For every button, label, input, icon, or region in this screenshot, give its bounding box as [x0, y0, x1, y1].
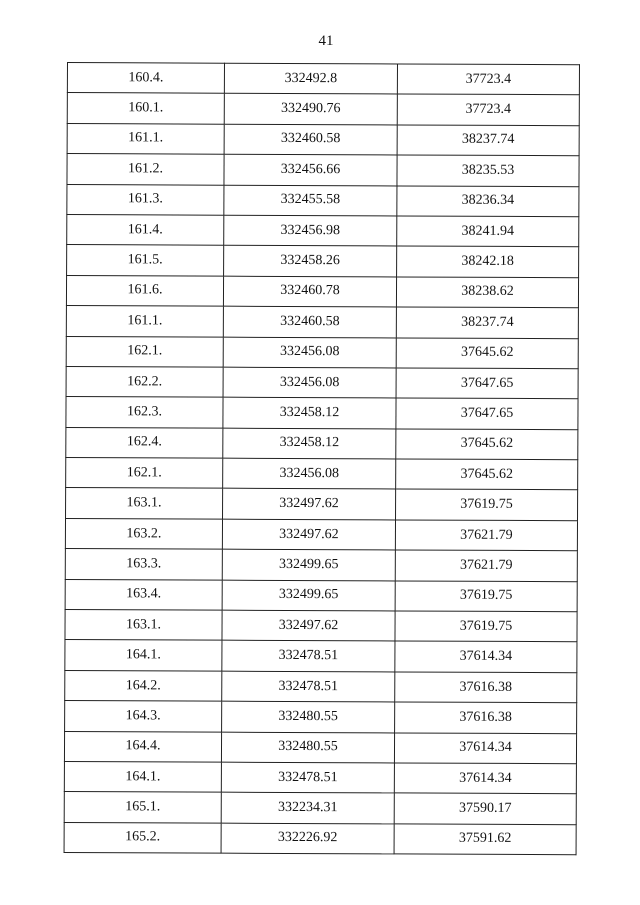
x-coordinate-cell: 332499.65 — [222, 580, 395, 611]
x-coordinate-cell: 332456.66 — [224, 154, 397, 185]
table-row — [65, 579, 577, 612]
y-coordinate-cell: 38237.74 — [396, 307, 578, 338]
point-number-cell: 165.2. — [64, 822, 221, 853]
point-number-cell: 162.3. — [66, 397, 223, 428]
y-coordinate-cell: 37645.62 — [396, 337, 578, 368]
y-coordinate-cell: 37619.75 — [395, 581, 577, 612]
x-coordinate-cell: 332456.08 — [223, 458, 396, 489]
table-row — [67, 93, 579, 126]
table-row — [64, 761, 576, 794]
table-row — [67, 245, 579, 278]
y-coordinate-cell: 37614.34 — [394, 733, 576, 764]
table-row — [67, 154, 579, 187]
point-number-cell: 161.1. — [67, 123, 224, 154]
y-coordinate-cell: 38242.18 — [397, 246, 579, 277]
y-coordinate-cell: 37619.75 — [396, 489, 578, 520]
x-coordinate-cell: 332226.92 — [221, 823, 394, 854]
y-coordinate-cell: 37621.79 — [395, 550, 577, 581]
x-coordinate-cell: 332497.62 — [223, 489, 396, 520]
x-coordinate-cell: 332455.58 — [224, 185, 397, 216]
table-row — [66, 275, 578, 308]
table-row — [65, 518, 577, 551]
y-coordinate-cell: 37619.75 — [395, 611, 577, 642]
x-coordinate-cell: 332460.58 — [223, 306, 396, 337]
point-number-cell: 165.1. — [64, 792, 221, 823]
x-coordinate-cell: 332456.98 — [224, 215, 397, 246]
point-number-cell: 164.1. — [64, 761, 221, 792]
point-number-cell: 161.6. — [66, 275, 223, 306]
point-number-cell: 161.3. — [67, 184, 224, 215]
x-coordinate-cell: 332490.76 — [224, 94, 397, 125]
point-number-cell: 164.1. — [65, 640, 222, 671]
point-number-cell: 162.1. — [66, 336, 223, 367]
x-coordinate-cell: 332480.55 — [222, 701, 395, 732]
x-coordinate-cell: 332458.12 — [223, 397, 396, 428]
table-body — [64, 63, 579, 855]
y-coordinate-cell: 37723.4 — [397, 64, 579, 95]
point-number-cell: 163.1. — [66, 488, 223, 519]
table-row — [65, 640, 577, 673]
y-coordinate-cell: 38235.53 — [397, 155, 579, 186]
x-coordinate-cell: 332456.08 — [223, 337, 396, 368]
table-row — [67, 214, 579, 247]
point-number-cell: 163.4. — [65, 579, 222, 610]
x-coordinate-cell: 332456.08 — [223, 367, 396, 398]
point-number-cell: 161.2. — [67, 154, 224, 185]
y-coordinate-cell: 37723.4 — [397, 94, 579, 125]
table-row — [66, 397, 578, 430]
table-row — [67, 184, 579, 217]
y-coordinate-cell: 37621.79 — [395, 520, 577, 551]
coordinates-table — [64, 62, 580, 855]
table-row — [64, 731, 576, 764]
table-row — [66, 458, 578, 491]
x-coordinate-cell: 332460.78 — [223, 276, 396, 307]
x-coordinate-cell: 332497.62 — [222, 610, 395, 641]
table-row — [65, 701, 577, 734]
table-row — [66, 488, 578, 521]
y-coordinate-cell: 37614.34 — [394, 763, 576, 794]
y-coordinate-cell: 37647.65 — [396, 398, 578, 429]
table-row — [66, 366, 578, 399]
table-row — [67, 123, 579, 156]
y-coordinate-cell: 37616.38 — [395, 672, 577, 703]
x-coordinate-cell: 332458.26 — [224, 246, 397, 277]
x-coordinate-cell: 332478.51 — [222, 671, 395, 702]
x-coordinate-cell: 332460.58 — [224, 124, 397, 155]
y-coordinate-cell: 38236.34 — [397, 186, 579, 217]
y-coordinate-cell: 37616.38 — [395, 702, 577, 733]
point-number-cell: 161.4. — [67, 214, 224, 245]
table-row — [66, 336, 578, 369]
point-number-cell: 162.4. — [66, 427, 223, 458]
y-coordinate-cell: 38241.94 — [397, 216, 579, 247]
y-coordinate-cell: 38237.74 — [397, 125, 579, 156]
x-coordinate-cell: 332478.51 — [222, 641, 395, 672]
y-coordinate-cell: 37645.62 — [396, 459, 578, 490]
table-row — [65, 549, 577, 582]
point-number-cell: 161.1. — [66, 306, 223, 337]
x-coordinate-cell: 332480.55 — [221, 732, 394, 763]
y-coordinate-cell: 37590.17 — [394, 793, 576, 824]
table-row — [66, 427, 578, 460]
point-number-cell: 162.1. — [66, 458, 223, 489]
table-row — [64, 822, 576, 855]
x-coordinate-cell: 332499.65 — [222, 549, 395, 580]
x-coordinate-cell: 332492.8 — [224, 63, 397, 94]
x-coordinate-cell: 332497.62 — [222, 519, 395, 550]
x-coordinate-cell: 332234.31 — [221, 793, 394, 824]
point-number-cell: 163.2. — [65, 518, 222, 549]
x-coordinate-cell: 332478.51 — [221, 762, 394, 793]
point-number-cell: 164.2. — [65, 670, 222, 701]
point-number-cell: 161.5. — [67, 245, 224, 276]
y-coordinate-cell: 37645.62 — [396, 429, 578, 460]
page-number: 41 — [318, 33, 334, 49]
table-row — [67, 63, 579, 96]
point-number-cell: 163.3. — [65, 549, 222, 580]
point-number-cell: 163.1. — [65, 610, 222, 641]
point-number-cell: 160.4. — [67, 63, 224, 94]
point-number-cell: 160.1. — [67, 93, 224, 124]
table-row — [65, 610, 577, 643]
table-row — [64, 792, 576, 825]
table-row — [65, 670, 577, 703]
y-coordinate-cell: 38238.62 — [396, 277, 578, 308]
x-coordinate-cell: 332458.12 — [223, 428, 396, 459]
table-row — [66, 306, 578, 339]
y-coordinate-cell: 37591.62 — [394, 824, 576, 855]
point-number-cell: 164.4. — [64, 731, 221, 762]
point-number-cell: 162.2. — [66, 366, 223, 397]
y-coordinate-cell: 37614.34 — [395, 641, 577, 672]
y-coordinate-cell: 37647.65 — [396, 368, 578, 399]
point-number-cell: 164.3. — [65, 701, 222, 732]
